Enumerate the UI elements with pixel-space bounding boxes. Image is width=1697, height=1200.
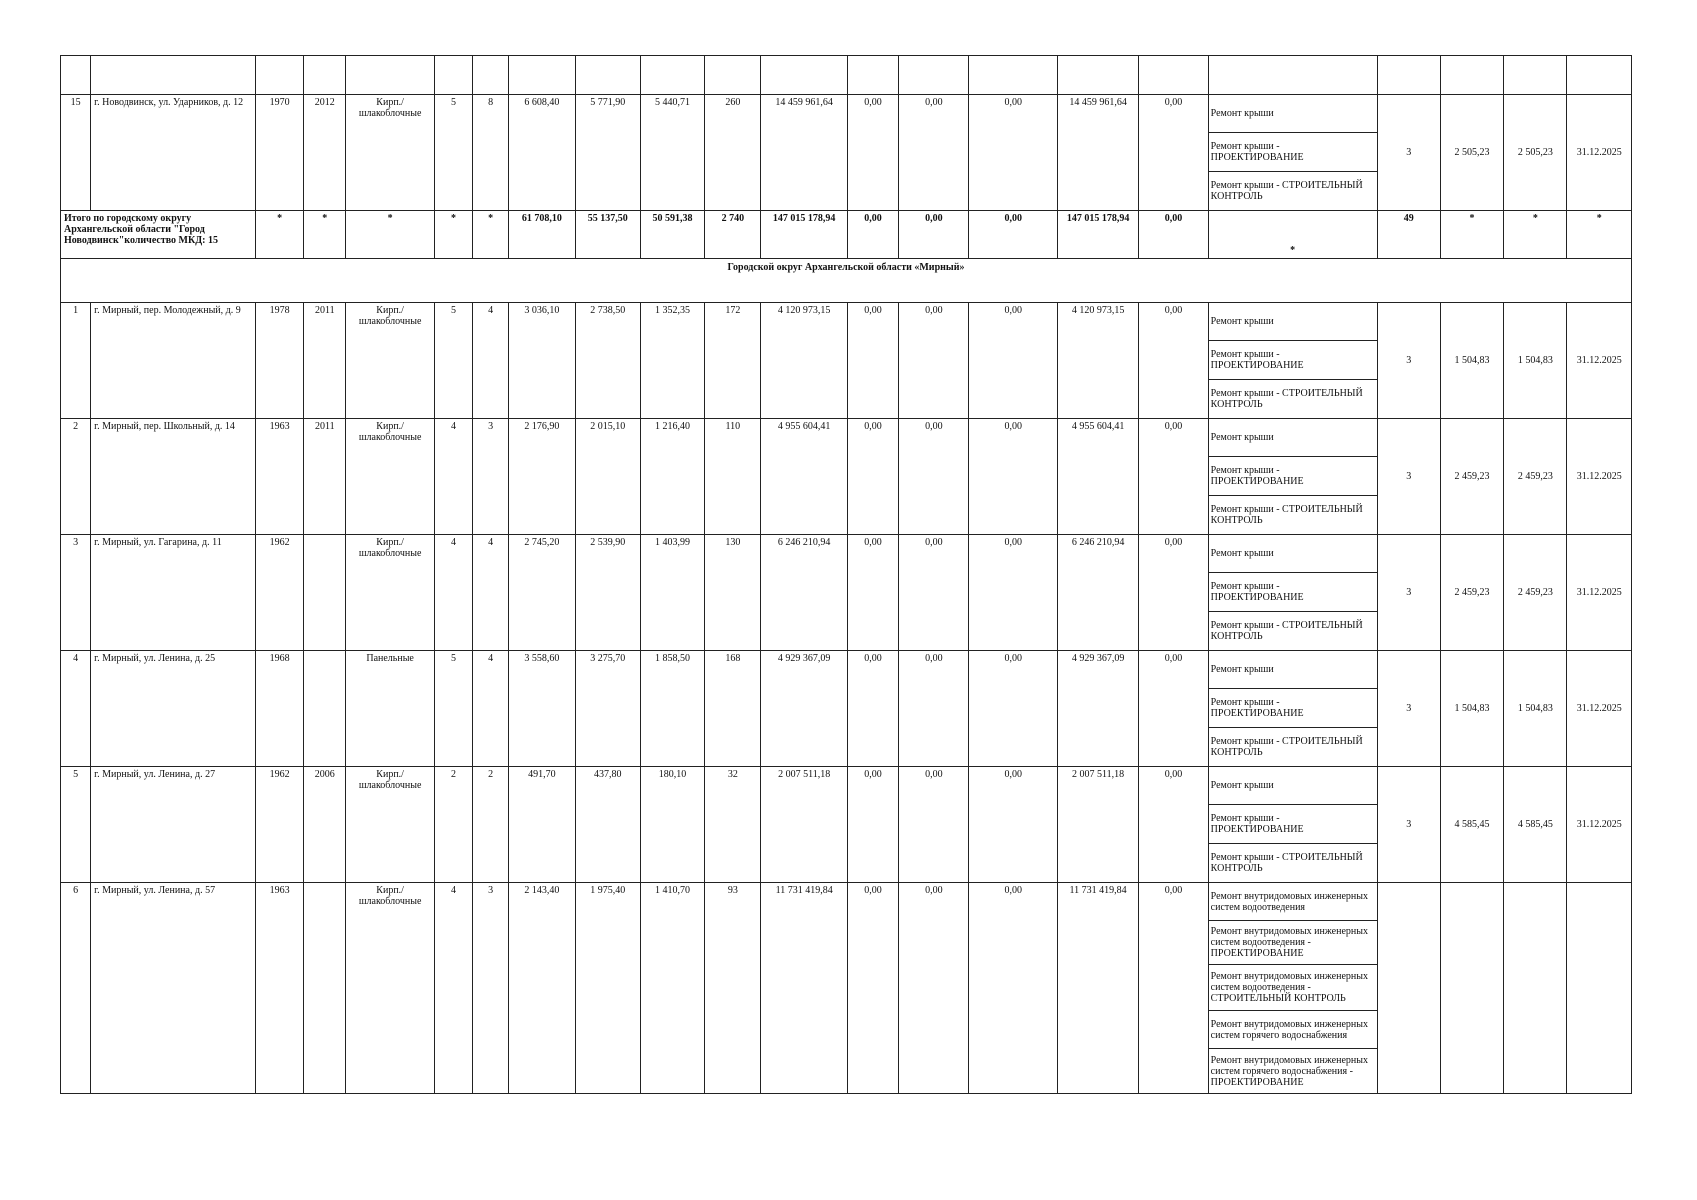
work-item: Ремонт крыши - ПРОЕКТИРОВАНИЕ (1209, 805, 1377, 844)
table-row (61, 535, 1632, 651)
subtotal-row (61, 211, 1632, 259)
work-item: Ремонт внутридомовых инженерных систем водоотведения - ПРОЕКТИРОВАНИЕ (1209, 921, 1377, 965)
table-row (61, 767, 1632, 883)
max-cost: 1 504,83 (1504, 651, 1567, 767)
year-built: 1970 (255, 95, 303, 211)
floors-count: 4 (434, 419, 472, 535)
subtotal-star: * (1208, 211, 1377, 259)
deadline: 31.12.2025 (1567, 95, 1632, 211)
work-item: Ремонт внутридомовых инженерных систем горячего водоснабжения - ПРОЕКТИРОВАНИЕ (1210, 1054, 1368, 1088)
year-built: 1962 (255, 767, 303, 883)
cost-per-m2: 2 505,23 (1440, 95, 1503, 211)
area-living: 2 015,10 (575, 419, 640, 535)
area-owned: 1 403,99 (640, 535, 704, 651)
work-item: Ремонт крыши - ПРОЕКТИРОВАНИЕ (1209, 341, 1377, 380)
address-cell: г. Мирный, ул. Ленина, д. 25 (91, 651, 256, 767)
wall-material: Кирп./ шлакоблочные (346, 303, 434, 419)
fund-fund: 0,00 (847, 767, 898, 883)
cost-per-m2: 4 585,45 (1440, 767, 1503, 883)
subtotal-star: * (1504, 211, 1567, 259)
entrances-count: 3 (473, 883, 509, 1094)
subtotal-fund-budget: 0,00 (899, 211, 969, 259)
floors-count: 5 (434, 303, 472, 419)
deadline (1567, 883, 1632, 1094)
wall-material: Кирп./ шлакоблочные (346, 883, 434, 1094)
table-row (61, 95, 1632, 211)
deadline: 31.12.2025 (1567, 419, 1632, 535)
subtotal-fund-owners: 147 015 178,94 (1057, 211, 1138, 259)
wall-material: Кирп./ шлакоблочные (346, 419, 434, 535)
fund-fund: 0,00 (847, 535, 898, 651)
fund-fund: 0,00 (847, 95, 898, 211)
cost-total: 4 929 367,09 (761, 651, 847, 767)
fund-other: 0,00 (1139, 95, 1208, 211)
subtotal-area-total: 61 708,10 (509, 211, 575, 259)
row-number: 2 (61, 419, 91, 535)
work-item: Ремонт крыши (1209, 419, 1377, 457)
cost-total: 2 007 511,18 (761, 767, 847, 883)
fund-fund: 0,00 (847, 883, 898, 1094)
wall-material: Кирп./ шлакоблочные (346, 95, 434, 211)
fund-other: 0,00 (1139, 767, 1208, 883)
capital-repair-table (60, 55, 1632, 1094)
fund-other: 0,00 (1139, 419, 1208, 535)
work-cell (1208, 56, 1377, 95)
subtotal-cost-total: 147 015 178,94 (761, 211, 847, 259)
deadline: 31.12.2025 (1567, 303, 1632, 419)
floors-count: 2 (434, 767, 472, 883)
fund-budget: 0,00 (899, 883, 969, 1094)
work-cell (1208, 419, 1377, 535)
area-living: 2 539,90 (575, 535, 640, 651)
fund-budget: 0,00 (899, 651, 969, 767)
deadline: 31.12.2025 (1567, 651, 1632, 767)
row-number: 15 (61, 95, 91, 211)
residents-count: 168 (705, 651, 761, 767)
max-cost: 1 504,83 (1504, 303, 1567, 419)
area-total: 6 608,40 (509, 95, 575, 211)
year-last-repair: 2006 (304, 767, 346, 883)
work-item: Ремонт крыши - СТРОИТЕЛЬНЫЙ КОНТРОЛЬ (1210, 620, 1363, 642)
ref-count: 3 (1377, 303, 1440, 419)
work-item: Ремонт крыши (1209, 95, 1377, 133)
ref-count: 3 (1377, 419, 1440, 535)
table-row (61, 651, 1632, 767)
address-cell: г. Новодвинск, ул. Ударников, д. 12 (91, 95, 256, 211)
fund-local: 0,00 (969, 419, 1057, 535)
fund-local: 0,00 (969, 303, 1057, 419)
year-last-repair (304, 883, 346, 1094)
work-item: Ремонт крыши - ПРОЕКТИРОВАНИЕ (1209, 133, 1377, 172)
entrances-count: 4 (473, 535, 509, 651)
cost-total: 4 955 604,41 (761, 419, 847, 535)
subtotal-star: * (1567, 211, 1632, 259)
fund-budget: 0,00 (899, 767, 969, 883)
entrances-count: 3 (473, 419, 509, 535)
max-cost: 2 459,23 (1504, 535, 1567, 651)
entrances-count: 4 (473, 303, 509, 419)
area-total: 3 558,60 (509, 651, 575, 767)
ref-count: 3 (1377, 535, 1440, 651)
deadline: 31.12.2025 (1567, 535, 1632, 651)
fund-owners: 14 459 961,64 (1057, 95, 1138, 211)
year-last-repair: 2012 (304, 95, 346, 211)
work-cell (1208, 303, 1377, 419)
year-last-repair (304, 535, 346, 651)
work-item: Ремонт внутридомовых инженерных систем горячего водоснабжения (1209, 1011, 1377, 1049)
area-living: 3 275,70 (575, 651, 640, 767)
ref-count: 3 (1377, 651, 1440, 767)
ref-count (1377, 883, 1440, 1094)
fund-fund: 0,00 (847, 303, 898, 419)
address-cell: г. Мирный, пер. Школьный, д. 14 (91, 419, 256, 535)
area-total: 3 036,10 (509, 303, 575, 419)
fund-local: 0,00 (969, 535, 1057, 651)
cost-total: 11 731 419,84 (761, 883, 847, 1094)
fund-other: 0,00 (1139, 535, 1208, 651)
area-living: 5 771,90 (575, 95, 640, 211)
area-living: 1 975,40 (575, 883, 640, 1094)
work-item: Ремонт крыши (1209, 303, 1377, 341)
work-item: Ремонт крыши (1209, 651, 1377, 689)
work-cell (1208, 767, 1377, 883)
wall-material: Панельные (346, 651, 434, 767)
residents-count: 130 (705, 535, 761, 651)
cost-per-m2: 2 459,23 (1440, 535, 1503, 651)
work-item: Ремонт внутридомовых инженерных систем водоотведения (1209, 883, 1377, 921)
max-cost: 2 505,23 (1504, 95, 1567, 211)
entrances-count: 2 (473, 767, 509, 883)
section-title: Городской округ Архангельской области «Мирный» (61, 259, 1632, 303)
row-number: 4 (61, 651, 91, 767)
area-owned: 1 352,35 (640, 303, 704, 419)
work-item: Ремонт внутридомовых инженерных систем водоотведения - СТРОИТЕЛЬНЫЙ КОНТРОЛЬ (1209, 965, 1377, 1011)
area-total: 2 143,40 (509, 883, 575, 1094)
area-owned: 1 410,70 (640, 883, 704, 1094)
subtotal-fund-fund: 0,00 (847, 211, 898, 259)
subtotal-star: * (304, 211, 346, 259)
cost-per-m2 (1440, 883, 1503, 1094)
area-owned: 180,10 (640, 767, 704, 883)
row-number: 3 (61, 535, 91, 651)
year-built: 1962 (255, 535, 303, 651)
residents-count: 260 (705, 95, 761, 211)
ref-count: 3 (1377, 95, 1440, 211)
work-cell (1208, 651, 1377, 767)
fund-other: 0,00 (1139, 651, 1208, 767)
year-built: 1978 (255, 303, 303, 419)
row-number: 6 (61, 883, 91, 1094)
year-last-repair: 2011 (304, 419, 346, 535)
cost-per-m2: 1 504,83 (1440, 651, 1503, 767)
subtotal-star: * (434, 211, 472, 259)
area-total: 2 745,20 (509, 535, 575, 651)
area-living: 437,80 (575, 767, 640, 883)
table-row (61, 883, 1632, 1094)
fund-local: 0,00 (969, 767, 1057, 883)
address-cell: г. Мирный, пер. Молодежный, д. 9 (91, 303, 256, 419)
address-cell: г. Мирный, ул. Ленина, д. 27 (91, 767, 256, 883)
max-cost: 4 585,45 (1504, 767, 1567, 883)
deadline: 31.12.2025 (1567, 767, 1632, 883)
cost-total: 14 459 961,64 (761, 95, 847, 211)
area-owned: 1 858,50 (640, 651, 704, 767)
wall-material: Кирп./ шлакоблочные (346, 767, 434, 883)
cost-per-m2: 1 504,83 (1440, 303, 1503, 419)
area-living: 2 738,50 (575, 303, 640, 419)
year-last-repair: 2011 (304, 303, 346, 419)
fund-fund: 0,00 (847, 419, 898, 535)
fund-local: 0,00 (969, 95, 1057, 211)
fund-other: 0,00 (1139, 883, 1208, 1094)
address-cell: г. Мирный, ул. Ленина, д. 57 (91, 883, 256, 1094)
fund-owners: 11 731 419,84 (1057, 883, 1138, 1094)
work-cell (1208, 883, 1377, 1094)
work-item: Ремонт крыши - СТРОИТЕЛЬНЫЙ КОНТРОЛЬ (1210, 852, 1363, 874)
row-number: 1 (61, 303, 91, 419)
table-row (61, 419, 1632, 535)
residents-count: 110 (705, 419, 761, 535)
year-last-repair (304, 651, 346, 767)
cost-per-m2: 2 459,23 (1440, 419, 1503, 535)
work-item: Ремонт крыши - СТРОИТЕЛЬНЫЙ КОНТРОЛЬ (1210, 736, 1363, 758)
table-body (61, 56, 1632, 1094)
wall-material: Кирп./ шлакоблочные (346, 535, 434, 651)
work-item: Ремонт крыши (1209, 767, 1377, 805)
work-item: Ремонт крыши - СТРОИТЕЛЬНЫЙ КОНТРОЛЬ (1210, 180, 1363, 202)
fund-owners: 4 120 973,15 (1057, 303, 1138, 419)
max-cost: 2 459,23 (1504, 419, 1567, 535)
table-row (61, 303, 1632, 419)
fund-budget: 0,00 (899, 535, 969, 651)
work-item: Ремонт крыши - ПРОЕКТИРОВАНИЕ (1209, 573, 1377, 612)
fund-owners: 4 955 604,41 (1057, 419, 1138, 535)
subtotal-fund-other: 0,00 (1139, 211, 1208, 259)
cost-total: 4 120 973,15 (761, 303, 847, 419)
work-item (1209, 56, 1377, 94)
ref-count: 3 (1377, 767, 1440, 883)
residents-count: 32 (705, 767, 761, 883)
year-built: 1963 (255, 419, 303, 535)
subtotal-star: * (255, 211, 303, 259)
subtotal-label: Итого по городскому округу Архангельской области "Город Новодвинск"количество МКД: 15 (61, 211, 256, 259)
year-built: 1968 (255, 651, 303, 767)
area-total: 2 176,90 (509, 419, 575, 535)
work-cell (1208, 95, 1377, 211)
fund-fund: 0,00 (847, 651, 898, 767)
area-total: 491,70 (509, 767, 575, 883)
work-item: Ремонт крыши - СТРОИТЕЛЬНЫЙ КОНТРОЛЬ (1210, 504, 1363, 526)
area-owned: 1 216,40 (640, 419, 704, 535)
work-item: Ремонт крыши - ПРОЕКТИРОВАНИЕ (1209, 457, 1377, 496)
floors-count: 5 (434, 95, 472, 211)
floors-count: 5 (434, 651, 472, 767)
fund-owners: 4 929 367,09 (1057, 651, 1138, 767)
address-cell: г. Мирный, ул. Гагарина, д. 11 (91, 535, 256, 651)
entrances-count: 8 (473, 95, 509, 211)
residents-count: 172 (705, 303, 761, 419)
max-cost (1504, 883, 1567, 1094)
area-owned: 5 440,71 (640, 95, 704, 211)
residents-count: 93 (705, 883, 761, 1094)
subtotal-fund-local: 0,00 (969, 211, 1057, 259)
subtotal-star: * (473, 211, 509, 259)
fund-budget: 0,00 (899, 419, 969, 535)
year-built: 1963 (255, 883, 303, 1094)
fund-budget: 0,00 (899, 303, 969, 419)
row-number: 5 (61, 767, 91, 883)
fund-local: 0,00 (969, 651, 1057, 767)
cost-total: 6 246 210,94 (761, 535, 847, 651)
fund-local: 0,00 (969, 883, 1057, 1094)
subtotal-residents: 2 740 (705, 211, 761, 259)
subtotal-ref: 49 (1377, 211, 1440, 259)
entrances-count: 4 (473, 651, 509, 767)
fund-other: 0,00 (1139, 303, 1208, 419)
subtotal-star: * (1440, 211, 1503, 259)
floors-count: 4 (434, 883, 472, 1094)
work-item: Ремонт крыши - СТРОИТЕЛЬНЫЙ КОНТРОЛЬ (1210, 388, 1363, 410)
work-item: Ремонт крыши (1209, 535, 1377, 573)
subtotal-star: * (346, 211, 434, 259)
subtotal-area-living: 55 137,50 (575, 211, 640, 259)
table-row-top-continuation (61, 56, 1632, 95)
section-header-row (61, 259, 1632, 303)
subtotal-area-owned: 50 591,38 (640, 211, 704, 259)
fund-owners: 6 246 210,94 (1057, 535, 1138, 651)
work-item: Ремонт крыши - ПРОЕКТИРОВАНИЕ (1209, 689, 1377, 728)
work-cell (1208, 535, 1377, 651)
fund-budget: 0,00 (899, 95, 969, 211)
floors-count: 4 (434, 535, 472, 651)
fund-owners: 2 007 511,18 (1057, 767, 1138, 883)
